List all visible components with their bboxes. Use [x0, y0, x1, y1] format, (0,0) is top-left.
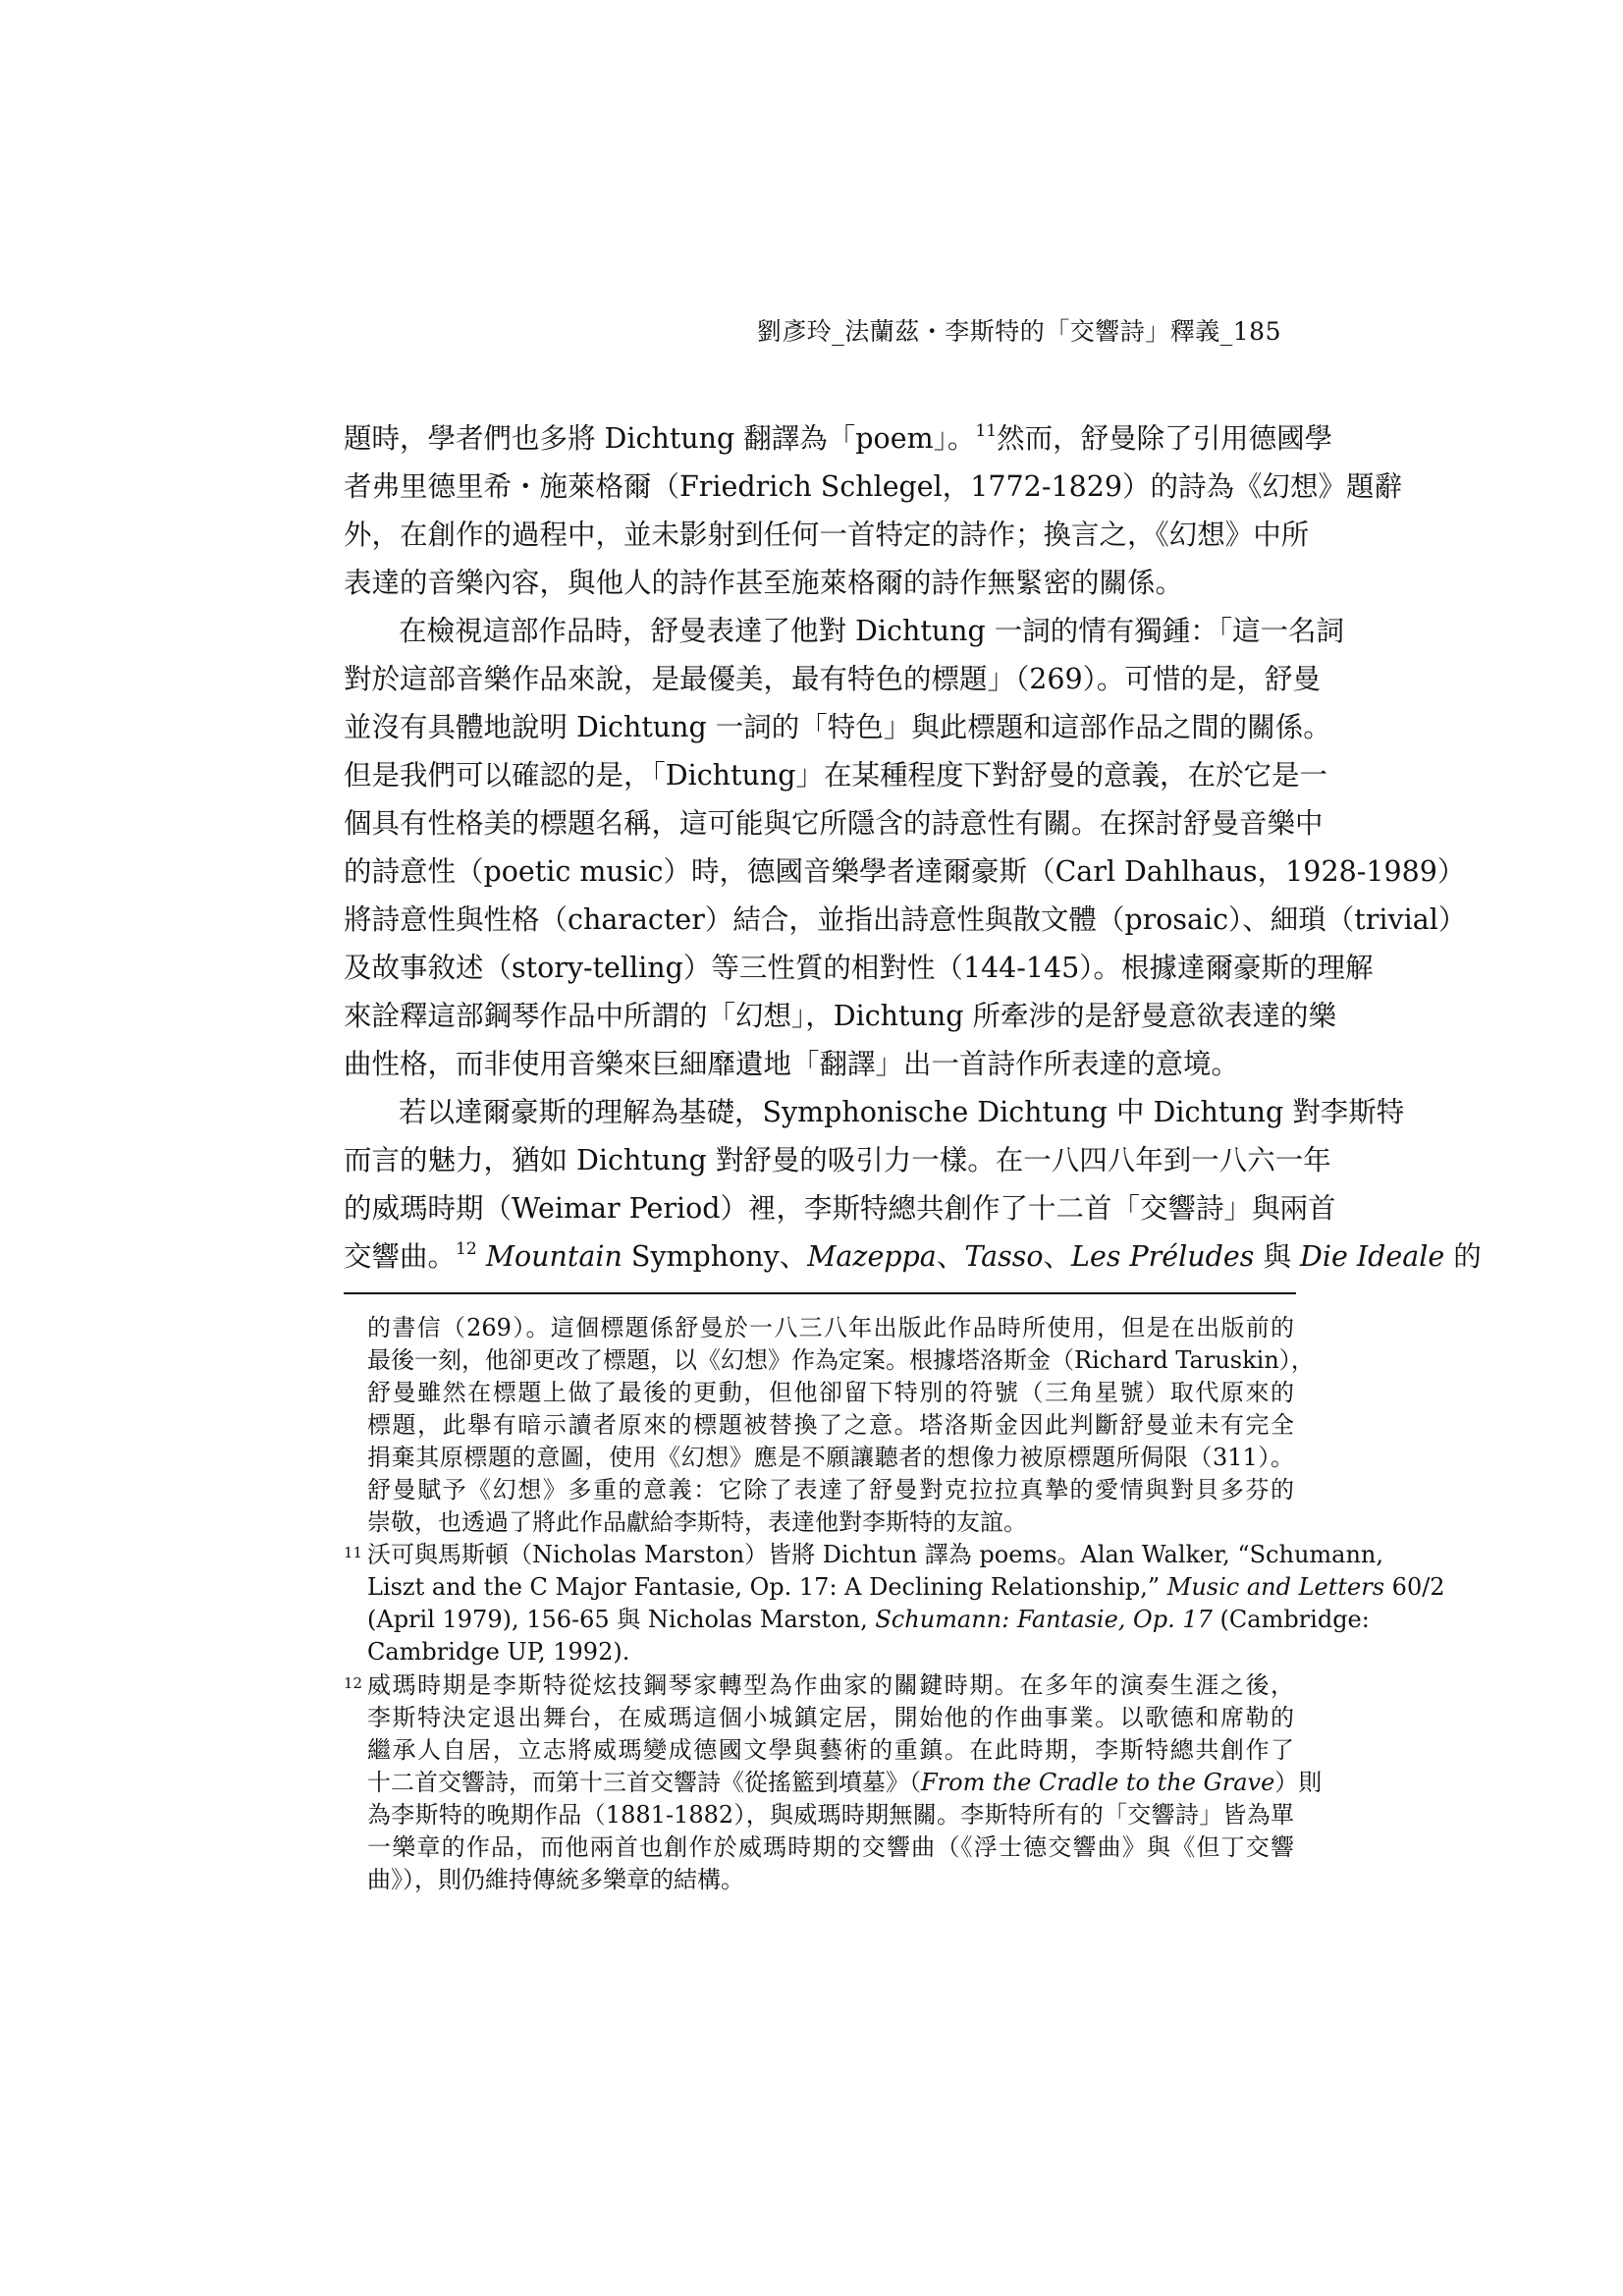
footnote-cont-line-2: 最後一刻，他卻更改了標題，以《幻想》作為定案。根據塔洛斯金（Richard Taruskin），: [367, 1346, 1315, 1374]
footnote-12-line-3: 繼承人自居，立志將威瑪變成德國文學與藝術的重鎮。在此時期，李斯特總共創作了: [367, 1736, 1294, 1764]
footnote-11-line-4: Cambridge UP, 1992).: [367, 1638, 630, 1666]
footnote-cont-line-6: 舒曼賦予《幻想》多重的意義：它除了表達了舒曼對克拉拉真摯的愛情與對貝多芬的: [367, 1476, 1294, 1503]
body-line-17: 的威瑪時期（Weimar Period）裡，李斯特總共創作了十二首「交響詩」與兩首: [344, 1192, 1336, 1225]
body-line-13: 來詮釋這部鋼琴作品中所謂的「幻想」，Dichtung 所牽涉的是舒曼意欲表達的樂: [344, 1000, 1337, 1032]
body-line-6: 對於這部音樂作品來說，是最優美，最有特色的標題」（269）。可惜的是，舒曼: [344, 663, 1321, 695]
footnote-ref-12[interactable]: 12: [456, 1239, 477, 1260]
footnote-cont-line-4: 標題，此舉有暗示讀者原來的標題被替換了之意。塔洛斯金因此判斷舒曼並未有完全: [367, 1411, 1294, 1439]
body-text: 與: [1254, 1240, 1301, 1273]
work-title: Tasso: [964, 1240, 1044, 1273]
footnote-cont-line-7: 崇敬，也透過了將此作品獻給李斯特，表達他對李斯特的友誼。: [367, 1508, 1027, 1536]
footnote-text: 十二首交響詩，而第十三首交響詩《從搖籃到墳墓》（: [367, 1769, 921, 1796]
body-line-1: [344, 414, 1333, 463]
footnote-11-line-1: 沃可與馬斯頓（Nicholas Marston）皆將 Dichtun 譯為 poems。Alan Walker, “Schumann,: [367, 1541, 1384, 1568]
work-title: Mountain: [485, 1240, 622, 1273]
body-text: 然而，舒曼除了引用德國學: [997, 422, 1333, 455]
work-title: Mazeppa: [807, 1240, 937, 1273]
footnote-cont-line-1: 的書信（269）。這個標題係舒曼於一八三八年出版此作品時所使用，但是在出版前的: [367, 1314, 1294, 1341]
footnote-divider: [344, 1292, 1296, 1294]
journal-title: Music and Letters: [1166, 1573, 1385, 1601]
body-text: 的: [1444, 1240, 1482, 1273]
citation-text: 60/2: [1384, 1573, 1445, 1601]
footnote-12-line-4: [367, 1767, 1323, 1800]
footnote-cont-line-5: 捐棄其原標題的意圖，使用《幻想》應是不願讓聽者的想像力被原標題所侷限（311）。: [367, 1444, 1294, 1471]
body-text: 、: [1043, 1240, 1072, 1273]
body-line-10: 的詩意性（poetic music）時，德國音樂學者達爾豪斯（Carl Dahlhaus，1928-1989）: [344, 855, 1466, 888]
body-line-16: 而言的魅力，猶如 Dichtung 對舒曼的吸引力一樣。在一八四八年到一八六一年: [344, 1144, 1331, 1176]
body-line-18: [344, 1232, 1482, 1281]
footnote-11-line-3: [367, 1604, 1370, 1637]
footnote-11-line-2: [367, 1571, 1445, 1605]
footnote-cont-line-3: 舒曼雖然在標題上做了最後的更動，但他卻留下特別的符號（三角星號）取代原來的: [367, 1379, 1294, 1406]
running-head: 劉彥玲_法蘭茲・李斯特的「交響詩」釋義_185: [756, 317, 1281, 346]
work-title: Les Préludes: [1071, 1240, 1255, 1273]
footnote-number-11: 11: [344, 1544, 363, 1561]
body-line-15: 若以達爾豪斯的理解為基礎，Symphonische Dichtung 中 Dichtung 對李斯特: [399, 1096, 1405, 1128]
citation-text: (April 1979), 156-65 與 Nicholas Marston,: [367, 1606, 876, 1633]
footnote-12-line-7: 曲》），則仍維持傳統多樂章的結構。: [367, 1866, 744, 1893]
body-line-4: 表達的音樂內容，與他人的詩作甚至施萊格爾的詩作無緊密的關係。: [344, 567, 1184, 599]
body-line-9: 個具有性格美的標題名稱，這可能與它所隱含的詩意性有關。在探討舒曼音樂中: [344, 807, 1324, 840]
body-line-8: 但是我們可以確認的是，「Dichtung」在某種程度下對舒曼的意義，在於它是一: [344, 759, 1327, 792]
body-text: Symphony、: [622, 1240, 808, 1273]
body-line-11: 將詩意性與性格（character）結合，並指出詩意性與散文體（prosaic）、細瑣（trivial）: [344, 903, 1467, 936]
body-line-3: 外，在創作的過程中，並未影射到任何一首特定的詩作；換言之，《幻想》中所: [344, 519, 1310, 551]
footnote-12-line-6: 一樂章的作品，而他兩首也創作於威瑪時期的交響曲（《浮士德交響曲》與《但丁交響: [367, 1833, 1294, 1861]
body-text: 題時，學者們也多將 Dichtung 翻譯為「poem」。: [344, 422, 976, 455]
footnote-text: ）則: [1274, 1769, 1323, 1796]
work-title: Die Ideale: [1300, 1240, 1445, 1273]
body-line-14: 曲性格，而非使用音樂來巨細靡遺地「翻譯」出一首詩作所表達的意境。: [344, 1048, 1240, 1080]
body-line-2: 者弗里德里希・施萊格爾（Friedrich Schlegel，1772-1829）的詩為《幻想》題辭: [344, 470, 1402, 503]
footnote-12-line-5: 為李斯特的晚期作品（1881-1882），與威瑪時期無關。李斯特所有的「交響詩」皆為單: [367, 1801, 1294, 1829]
body-text: 、: [936, 1240, 965, 1273]
body-line-5: 在檢視這部作品時，舒曼表達了他對 Dichtung 一詞的情有獨鍾：「這一名詞: [399, 615, 1345, 647]
footnote-12-line-1: 威瑪時期是李斯特從炫技鋼琴家轉型為作曲家的關鍵時期。在多年的演奏生涯之後，: [367, 1671, 1294, 1699]
citation-text: Liszt and the C Major Fantasie, Op. 17: A Declining Relationship,”: [367, 1573, 1167, 1601]
citation-text: (Cambridge:: [1212, 1606, 1370, 1633]
work-title: From the Cradle to the Grave: [921, 1769, 1275, 1796]
book-title: Schumann: Fantasie, Op. 17: [875, 1606, 1213, 1633]
body-text: 交響曲。: [344, 1240, 457, 1273]
footnote-number-12: 12: [344, 1674, 363, 1692]
footnote-12-line-2: 李斯特決定退出舞台，在威瑪這個小城鎮定居，開始他的作曲事業。以歌德和席勒的: [367, 1704, 1294, 1731]
footnote-ref-11[interactable]: 11: [975, 421, 998, 442]
body-line-12: 及故事敘述（story-telling）等三性質的相對性（144-145）。根據達爾豪斯的理解: [344, 952, 1374, 984]
body-line-7: 並沒有具體地說明 Dichtung 一詞的「特色」與此標題和這部作品之間的關係。: [344, 711, 1331, 743]
